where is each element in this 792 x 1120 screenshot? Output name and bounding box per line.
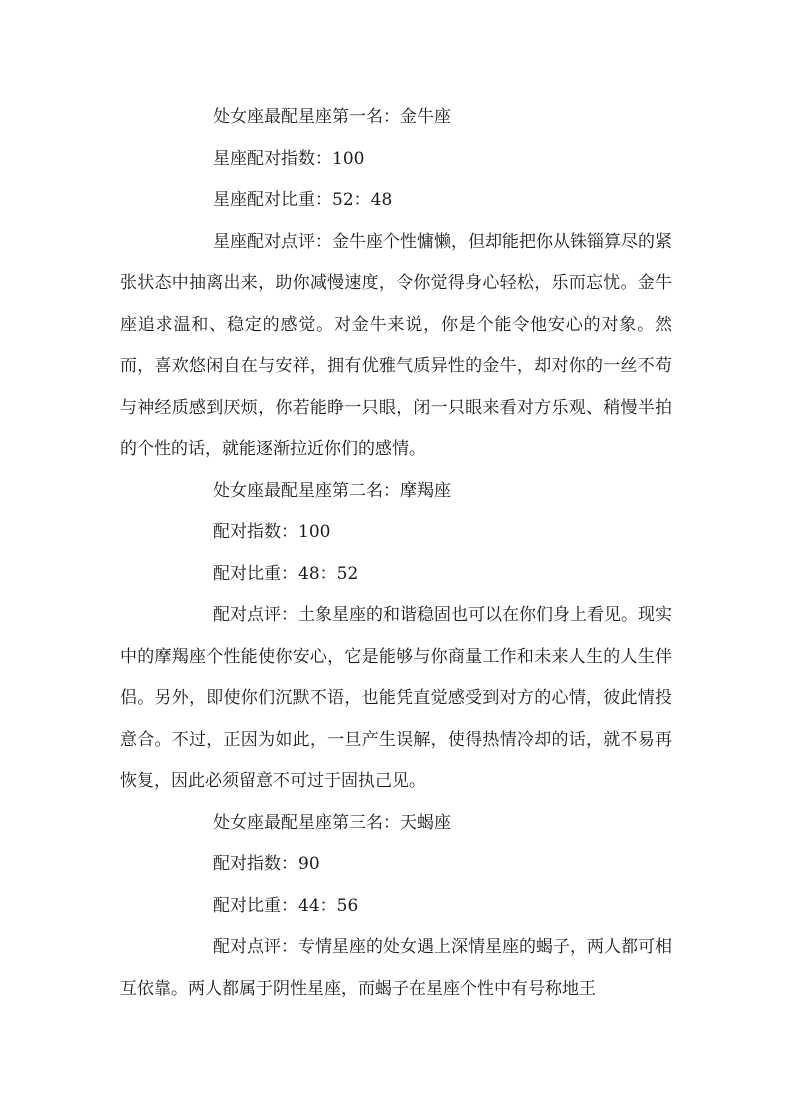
section-3-index: 配对指数：90 [213, 854, 320, 874]
section-1-comment: 星座配对点评：金牛座个性慵懒，但却能把你从铢锱算尽的紧张状态中抽离出来，助你减慢速度，令你觉得身心轻松，乐而忘忧。金牛座追求温和、稳定的感觉。对金牛来说，你是个能令他安心的对象。然而，喜欢悠闲自在与安祥，拥有优雅气质异性的金牛，却对你的一丝不苟与神经质感到厌烦，你若能睁一只眼，闭一只眼来看对方乐观、稍慢半拍的个性的话，就能逐渐拉近你们的感情。 [120, 231, 672, 459]
section-3-ratio: 配对比重：44：56 [213, 895, 359, 916]
section-1-title: 处女座最配星座第一名：金牛座 [213, 107, 451, 127]
document-page [120, 97, 672, 1010]
section-3-title: 处女座最配星座第三名：天蝎座 [213, 812, 451, 833]
section-1-ratio: 星座配对比重：52：48 [213, 190, 393, 210]
section-2-index: 配对指数：100 [213, 522, 331, 542]
section-1-index: 星座配对指数：100 [213, 148, 365, 169]
section-3-comment: 配对点评：专情星座的处女遇上深情星座的蝎子，两人都可相互依靠。两人都属于阴性星座，而蝎子在星座个性中有号称地王 [120, 937, 672, 999]
section-2-title: 处女座最配星座第二名：摩羯座 [213, 480, 451, 501]
section-2-ratio: 配对比重：48：52 [213, 563, 359, 584]
section-2-comment: 配对点评：土象星座的和谐稳固也可以在你们身上看见。现实中的摩羯座个性能使你安心，它是能够与你商量工作和未来人生的人生伴侣。另外，即使你们沉默不语，也能凭直觉感受到对方的心情，彼此情投意合。不过，正因为如此，一旦产生误解，使得热情冷却的话，就不易再恢复，因此必须留意不可过于固执己见。 [120, 605, 672, 791]
